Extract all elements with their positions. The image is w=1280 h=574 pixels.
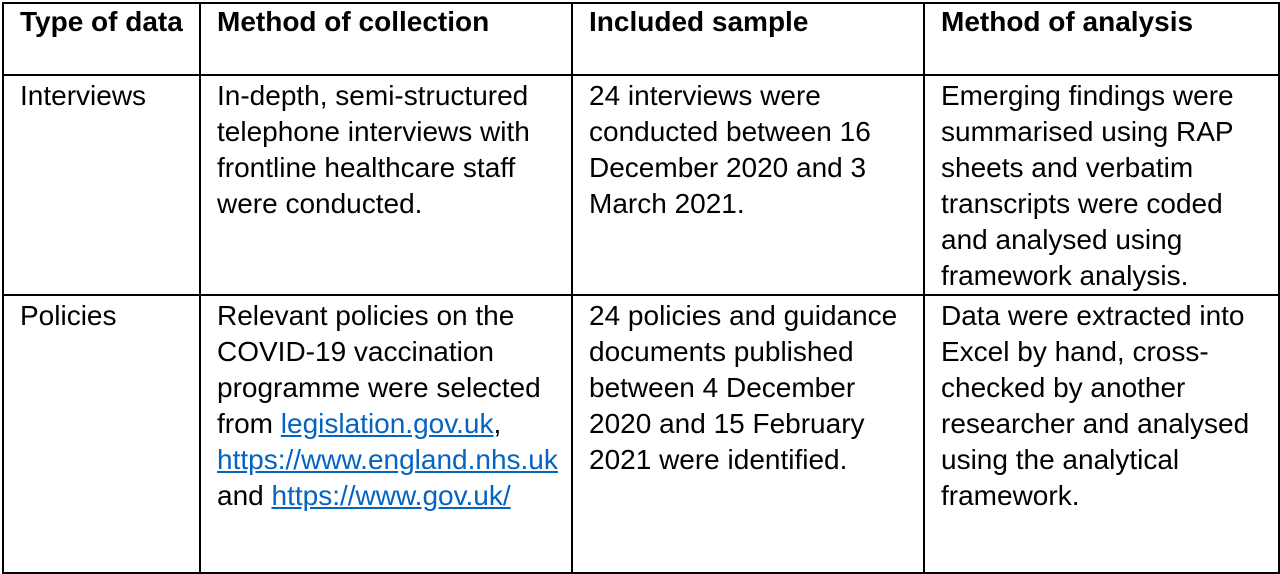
header-row: [3, 3, 1279, 75]
cell-type: Policies: [3, 295, 200, 573]
link-england-nhs[interactable]: https://www.england.nhs.uk: [217, 444, 558, 475]
cell-collection: [200, 295, 572, 573]
link-gov-uk[interactable]: https://www.gov.uk/: [271, 480, 511, 511]
header-method-of-analysis: Method of analysis: [924, 3, 1279, 75]
header-included-sample: Included sample: [572, 3, 924, 75]
cell-analysis: Emerging findings were summarised using RAP sheets and verbatim transcripts were coded and analysed using framework analysis.: [924, 75, 1279, 295]
comma-separator: ,: [493, 408, 502, 439]
table-row: [3, 75, 1279, 295]
cell-type: Interviews: [3, 75, 200, 295]
cell-collection: In-depth, semi-structured telephone interviews with frontline healthcare staff were conducted.: [200, 75, 572, 295]
header-type-of-data: Type of data: [3, 3, 200, 75]
cell-sample: 24 interviews were conducted between 16 December 2020 and 3 March 2021.: [572, 75, 924, 295]
cell-analysis: Data were extracted into Excel by hand, cross-checked by another researcher and analysed using the analytical framework.: [924, 295, 1279, 573]
cell-sample: 24 policies and guidance documents published between 4 December 2020 and 15 February 2021 were identified.: [572, 295, 924, 573]
header-method-of-collection: Method of collection: [200, 3, 572, 75]
data-methods-table: [2, 2, 1280, 574]
collection-text: Relevant policies on the COVID-19 vaccination programme were selected from: [217, 300, 541, 439]
table-row: [3, 295, 1279, 573]
and-separator: and: [217, 480, 264, 511]
link-legislation[interactable]: legislation.gov.uk: [280, 408, 494, 439]
